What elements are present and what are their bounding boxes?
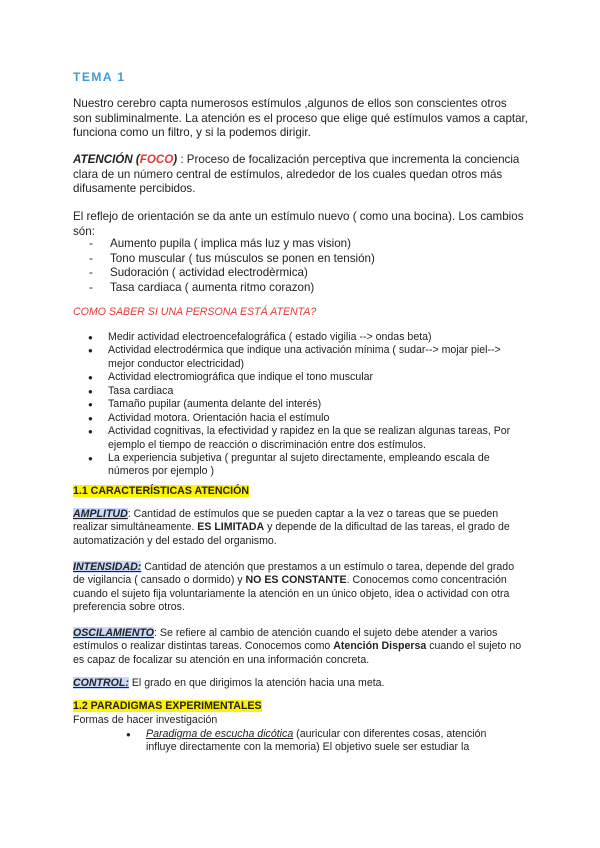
list-item: ● Actividad electromiográfica que indique el tono muscular	[88, 371, 373, 384]
list-item: ● Medir actividad electroencefalográfica ( estado vigilia --> ondas beta)	[88, 331, 432, 343]
list-item: ● Paradigma de escucha dicótica (auricular con diferentes cosas, atención influye directamente con la memoria) El objetivo suele ser estudiar la	[126, 728, 487, 754]
oscilamiento-paragraph: OSCILAMIENTO: Se refiere al cambio de atención cuando el sujeto debe atender a varios estímulos o realizar distintas tareas. Conocemos como Atención Dispersa cuando el sujeto no es capaz de focalizar su atención en una información concreta.	[73, 627, 522, 666]
atencion-term-end: )	[173, 153, 178, 166]
paradigma-term: Paradigma de escucha dicótica	[146, 728, 294, 740]
intro-paragraph: Nuestro cerebro capta numerosos estímulos ,algunos de ellos son conscientes otros son subliminalmente. La atención es el proceso que elige qué estímulos vamos a captar, funciona como un filtro, y si la podemos dirigir.	[73, 97, 528, 140]
list-item: ● Actividad electrodérmica que indique una activación mínima ( sudar--> mojar piel--> mejor conductor electricidad)	[88, 344, 501, 370]
list-item: - Aumento pupila ( implica más luz y mas vision)	[89, 237, 509, 252]
reflejo-paragraph: El reflejo de orientación se da ante un estímulo nuevo ( como una bocina). Los cambios són:	[73, 210, 524, 238]
oscilamiento-term: OSCILAMIENTO	[73, 627, 155, 639]
bullet-icon: ●	[88, 453, 93, 463]
paradigmas-subtitle: Formas de hacer investigación	[73, 714, 218, 726]
question-heading: COMO SABER SI UNA PERSONA ESTÁ ATENTA?	[73, 306, 317, 318]
atencion-definition	[73, 153, 528, 197]
list-item: ● Tasa cardiaca	[88, 384, 174, 397]
intensidad-paragraph: INTENSIDAD: Cantidad de atención que prestamos a un estímulo o tarea, depende del grado de vigilancia ( cansado o dormido) y NO ES CONSTANTE. Conocemos como concentración cuando el sujeto fija voluntariamente la atención en un único objeto, idea o actividad con otra preferencia sobre otros.	[73, 561, 515, 613]
intensidad-term: INTENSIDAD:	[73, 561, 142, 573]
list-item: - Tono muscular ( tus músculos se ponen en tensión)	[89, 252, 509, 267]
bullet-icon: ●	[88, 413, 93, 423]
bullet-icon: ●	[88, 373, 93, 383]
bullet-icon: ●	[126, 730, 131, 739]
bullet-icon: ●	[88, 400, 93, 410]
section-heading-text: 1.2 PARADIGMAS EXPERIMENTALES	[73, 700, 262, 712]
foco-term: FOCO	[139, 153, 174, 166]
list-item: - Tasa cardiaca ( aumenta ritmo corazon)	[89, 281, 509, 296]
section-heading-caracteristicas	[73, 485, 249, 498]
intensidad-bold: NO ES CONSTANTE	[245, 574, 347, 587]
control-term: CONTROL:	[73, 677, 129, 689]
list-item: ● Actividad motora. Orientación hacia el estímulo	[88, 411, 330, 424]
paradigmas-list	[126, 728, 496, 755]
section-heading-paradigmas	[73, 700, 262, 713]
atencion-term: ATENCIÓN (	[73, 153, 140, 166]
cambios-list	[89, 237, 509, 295]
bullet-icon: ●	[88, 386, 93, 396]
page-title: TEMA 1	[73, 70, 126, 84]
atencion-text: : Proceso de focalización perceptiva que incrementa la conciencia clara de un número central de estímulos, alrededor de los cuales quedan otros más difusamente percibidos.	[73, 153, 520, 196]
oscilamiento-bold: Atención Dispersa	[333, 640, 427, 653]
list-item: ● Actividad cognitivas, la efectividad y rapidez en la que se realizan algunas tareas, Por ejemplo el tiempo de reacción o discriminación entre dos estímulos.	[88, 425, 511, 451]
bullet-icon: ●	[88, 333, 93, 342]
control-paragraph: CONTROL: El grado en que dirigimos la atención hacia una meta.	[73, 677, 385, 689]
indicadores-list	[88, 331, 523, 479]
amplitud-term: AMPLITUD	[73, 508, 128, 520]
amplitud-bold: ES LIMITADA	[197, 521, 265, 534]
bullet-icon: ●	[88, 427, 93, 437]
list-item: ● Tamaño pupilar (aumenta delante del interés)	[88, 398, 322, 411]
bullet-icon: ●	[88, 346, 93, 356]
list-item: - Sudoración ( actividad electrodèrmica)	[89, 266, 509, 281]
list-item: ● La experiencia subjetiva ( preguntar al sujeto directamente, empleando escala de números por ejemplo )	[88, 451, 490, 478]
amplitud-paragraph: AMPLITUD: Cantidad de estímulos que se pueden captar a la vez o tareas que se pueden realizar simultáneamente. ES LIMITADA y depende de la dificultad de las tareas, el grado de automatización y del estado del organismo.	[73, 508, 510, 547]
section-heading-text: 1.1 CARACTERÍSTICAS ATENCIÓN	[73, 485, 249, 497]
